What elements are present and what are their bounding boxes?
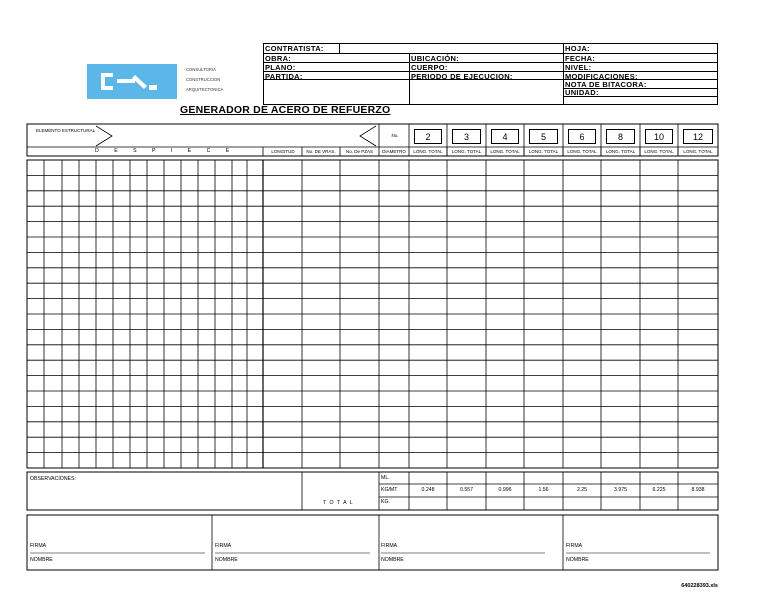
long-total-header: LONG. TOTAL	[451, 149, 482, 154]
no-varillas-header: No. DE VRAS.	[306, 149, 336, 154]
diameter-box-10: 10	[645, 129, 673, 144]
long-total-header: LONG. TOTAL	[413, 149, 443, 154]
nombre-4-label: NOMBRE	[566, 557, 589, 563]
despiece-label: D E S P I E C E	[95, 148, 237, 154]
page-title: GENERADOR DE ACERO DE REFUERZO	[180, 104, 391, 116]
diameter-box-2: 2	[414, 129, 442, 144]
plano-label: PLANO:	[265, 63, 296, 72]
file-name: 640228393.xls	[681, 583, 718, 589]
weight-value: 6.225	[652, 487, 666, 493]
no-piezas-header: No. De PZAS	[345, 149, 373, 154]
diameter-box-4: 4	[491, 129, 519, 144]
periodo-label: PERIODO DE EJECUCION:	[411, 72, 513, 81]
contratista-label: CONTRATISTA:	[265, 44, 324, 53]
partida-label: PARTIDA:	[265, 72, 303, 81]
observaciones-label: OBSERVACIONES:	[30, 476, 76, 482]
diameter-box-3: 3	[452, 129, 481, 144]
nombre-2-label: NOMBRE	[215, 557, 238, 563]
kg-label: KG.	[381, 499, 390, 505]
weight-value: 3.975	[614, 487, 627, 493]
kgmt-label: KG/MT	[381, 487, 398, 493]
long-total-header: LONG. TOTAL	[683, 149, 713, 154]
logo-text-1: CONSULTORIA	[186, 67, 216, 72]
fecha-label: FECHA:	[565, 54, 596, 63]
elemento-label: ELEMENTO ESTRUCTURAL	[36, 128, 96, 133]
nota-label: NOTA DE BITACORA:	[565, 80, 647, 89]
ml-label: ML.	[381, 475, 390, 481]
diametro-header: DIAMETRO	[382, 149, 406, 154]
diameter-box-5: 5	[529, 129, 558, 144]
weight-value: 0.557	[460, 487, 473, 493]
weight-value: 0.248	[421, 487, 435, 493]
longitud-header: LONGITUD	[271, 149, 295, 154]
obra-label: OBRA:	[265, 54, 292, 63]
no-label: No.	[391, 133, 399, 138]
hoja-label: HOJA:	[565, 44, 590, 53]
firma-2-label: FIRMA	[215, 543, 232, 549]
logo-text-2: CONSTRUCCION	[186, 77, 221, 82]
cuerpo-label: CUERPO:	[411, 63, 448, 72]
diameter-box-12: 12	[683, 129, 713, 144]
diameter-box-6: 6	[568, 129, 596, 144]
total-label: T O T A L	[323, 500, 354, 506]
long-total-header: LONG. TOTAL	[605, 149, 636, 154]
long-total-header: LONG. TOTAL	[528, 149, 559, 154]
ubicacion-label: UBICACIÓN:	[411, 54, 459, 63]
firma-4-label: FIRMA	[566, 543, 583, 549]
nombre-3-label: NOMBRE	[381, 557, 404, 563]
logo-text-3: ARQUITECTONICA	[186, 87, 224, 92]
modificaciones-label: MODIFICACIONES:	[565, 72, 638, 81]
unidad-label: UNIDAD:	[565, 88, 599, 97]
nivel-label: NIVEL:	[565, 63, 592, 72]
weight-value: 1.56	[538, 487, 549, 493]
weight-value: 0.996	[498, 487, 512, 493]
long-total-header: LONG. TOTAL	[490, 149, 520, 154]
nombre-1-label: NOMBRE	[30, 557, 53, 563]
diameter-box-8: 8	[606, 129, 635, 144]
weight-value: 8.938	[691, 487, 705, 493]
firma-1-label: FIRMA	[30, 543, 47, 549]
firma-3-label: FIRMA	[381, 543, 398, 549]
long-total-header: LONG. TOTAL	[644, 149, 674, 154]
weight-value: 2.25	[576, 487, 588, 493]
long-total-header: LONG. TOTAL	[567, 149, 597, 154]
